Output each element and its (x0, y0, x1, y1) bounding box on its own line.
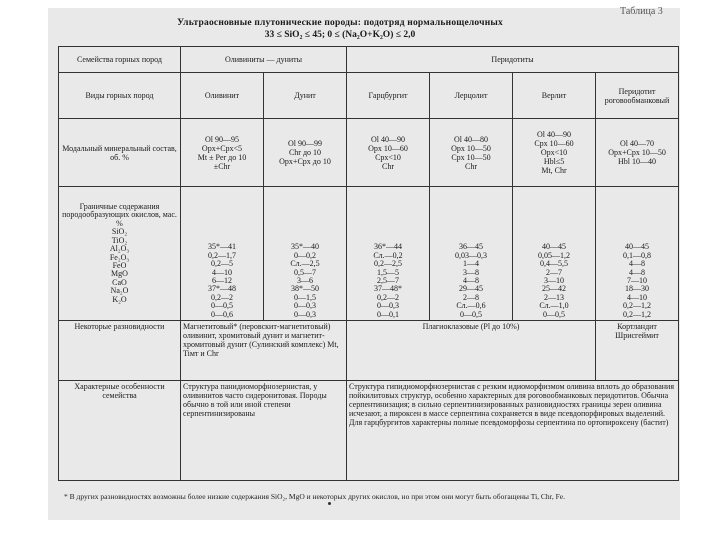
modal-line: Mt, Chr (541, 166, 567, 175)
oxide-value: 0,2—1,2 (623, 309, 652, 319)
modal-line: Ol 40—90 (537, 130, 572, 139)
oxide-value: 4—10 (212, 267, 232, 277)
oxide-cell-harzburgite (347, 187, 430, 321)
modal-line: Ol 40—70 (620, 139, 655, 148)
oxide-cell-olivinite (181, 187, 264, 321)
oxide-name: Na₂O (110, 286, 129, 296)
oxides-label: Граничные содержания породообразующих окислов, мас. % (62, 202, 177, 228)
oxide-value: 3—6 (297, 275, 313, 285)
oxide-value: 0,2—1,2 (623, 301, 652, 311)
table-number: Таблица 3 (620, 6, 663, 17)
modal-line: Opx+Cpx<5 (201, 143, 243, 153)
modal-line: Chr до 10 (288, 148, 322, 157)
oxide-value: 4—10 (627, 292, 648, 302)
oxide-value: 37—48* (374, 284, 403, 294)
oxide-value: 0,2—1,7 (208, 250, 236, 260)
oxide-value: 0,2—2,5 (374, 259, 403, 269)
oxide-value: 2—8 (463, 292, 480, 302)
modal-cell-harzburgite (347, 119, 430, 187)
oxide-name: K₂O (112, 294, 127, 304)
oxide-value: 0—0,6 (211, 309, 233, 319)
oxide-name: MgO (111, 269, 128, 279)
modal-line: Ol 40—90 (371, 134, 406, 144)
oxide-value: 3—8 (463, 267, 480, 277)
oxide-value: 37*—48 (208, 284, 236, 294)
modal-cell-dunite (264, 119, 347, 187)
modal-line: Ol 90—99 (288, 139, 322, 148)
oxide-value: 1—4 (463, 259, 480, 269)
oxide-cell-hornblende-peridotite (596, 187, 679, 321)
family-peridotites: Перидотиты (347, 47, 679, 73)
table-subtitle: 33 ≤ SiO₂ ≤ 45; 0 ≤ (Na₂O+K₂O) ≤ 2,0 (264, 30, 416, 40)
varieties-label: Некоторые разновидности (59, 321, 181, 381)
oxide-value: 29—45 (459, 284, 484, 294)
oxide-name: SiO₂ (111, 227, 128, 237)
oxide-name: FeO (112, 260, 127, 270)
oxide-value: 0—1,5 (294, 292, 316, 302)
modal-line: Chr (465, 161, 478, 171)
footnote: * В других разновидностях возможны более низкие содержания SiO₂, MgO и некоторых других окислов, но при этом они могут быть обогащены Ti, Chr, Fe. (64, 492, 566, 501)
oxide-value: Сл.—0,6 (456, 301, 486, 311)
types-label: Виды горных пород (59, 73, 181, 119)
modal-cell-hornblende-peridotite (596, 119, 679, 187)
oxide-name: CaO (112, 277, 127, 287)
oxide-value: 0,4—5,5 (540, 259, 569, 269)
oxide-value: Сл.—2,5 (290, 259, 320, 269)
oxide-value: 25—42 (542, 284, 567, 294)
types-row (59, 73, 679, 119)
oxide-value: 0,5—7 (294, 267, 316, 277)
oxide-value: 2—13 (544, 292, 565, 302)
modal-line: Opx+Cpx до 10 (279, 157, 331, 166)
oxide-value: 0—0,3 (294, 301, 316, 311)
oxide-value: 0,2—2 (211, 292, 233, 302)
type-lherzolite: Лерцолит (430, 73, 513, 119)
modal-line: ±Chr (213, 161, 231, 171)
oxide-value: 2—7 (546, 267, 563, 277)
scan-speck (328, 502, 331, 505)
type-harzburgite: Гарцбургит (347, 73, 430, 119)
oxide-value: 0—0,5 (543, 309, 566, 319)
oxide-value: 40—45 (542, 242, 567, 252)
families-row (59, 47, 679, 73)
oxide-value: 0,03—0,3 (455, 250, 488, 260)
oxide-value: 3—10 (544, 275, 565, 285)
oxide-value: 6—12 (212, 275, 232, 285)
oxide-value: 4—8 (463, 275, 480, 285)
family-olivinite-dunite: Оливиниты — дуниты (181, 47, 347, 73)
oxide-value: 36—45 (459, 242, 484, 252)
type-hornblende-peridotite: Перидотит роговообманковый (596, 73, 679, 119)
modal-line: Chr (382, 161, 395, 171)
modal-line: Ol 40—80 (454, 134, 489, 144)
features-row (59, 381, 679, 481)
type-wehrlite: Верлит (513, 73, 596, 119)
oxide-name: Al₂O₃ (109, 244, 130, 254)
modal-cell-lherzolite (430, 119, 513, 187)
oxide-name: Fe₂O₃ (109, 252, 130, 262)
type-dunite: Дунит (264, 73, 347, 119)
modal-line: Hbl≤5 (543, 157, 565, 166)
oxide-cell-lherzolite (430, 187, 513, 321)
oxide-value: 0,05—1,2 (538, 250, 571, 260)
families-label: Семейства горных пород (59, 47, 181, 73)
oxide-value: 0,2—2 (377, 292, 400, 302)
oxide-value: 0—0,3 (294, 309, 316, 319)
oxide-value: 36*—44 (374, 242, 403, 252)
modal-line: Cpx 10—50 (451, 152, 491, 162)
oxide-value: 4—8 (629, 267, 646, 277)
oxide-value: 35*—41 (208, 242, 236, 252)
modal-cell-wehrlite (513, 119, 596, 187)
modal-line: Opx 10—60 (368, 143, 408, 153)
modal-line: Opx+Cpx 10—50 (608, 148, 666, 157)
modal-line: Ol 90—95 (205, 134, 239, 144)
oxide-value: 0—0,3 (377, 301, 400, 311)
oxide-value: 0—0,5 (211, 301, 233, 311)
oxide-value: 4—8 (629, 259, 646, 269)
modal-line: Cpx<10 (375, 152, 401, 162)
table-title: Ультраосновные плутонические породы: подотряд нормальнощелочных (177, 18, 503, 28)
modal-line: Opx<10 (540, 148, 568, 157)
varieties-olivinite-dunite: Магнетитовый* (перовскит-магнетитовый) оливинит, хромитовый дунит и магнетит-хромитовый дунит (Сулинский комплекс) Mt, Tiмт и Chr (181, 321, 347, 381)
modal-row (59, 119, 679, 187)
oxide-value: 7—10 (627, 275, 648, 285)
features-olivinite-dunite: Структура панидиоморфнозернистая, у оливинитов часто сидеронитовая. Породы обычно в той или иной степени серпентинизированы (181, 381, 347, 481)
varieties-hornblende: Кортландит Шрисгеймит (596, 321, 679, 381)
oxide-value: 18—30 (625, 284, 650, 294)
modal-line: Mt ± Per до 10 (197, 152, 247, 162)
oxide-value: 38*—50 (291, 284, 319, 294)
oxide-value: 0—0,2 (294, 250, 316, 260)
modal-line: Cpx 10—60 (534, 139, 574, 148)
oxide-value: 0—0,5 (460, 309, 483, 319)
oxide-value: Сл.—1,0 (539, 301, 569, 311)
oxide-cell-dunite (264, 187, 347, 321)
varieties-peridotites: Плагиоклазовые (Pl до 10%) (347, 321, 596, 381)
oxide-value: 2,5—7 (377, 275, 400, 285)
oxides-label-cell (59, 187, 181, 321)
oxide-value: Сл.—0,2 (373, 250, 403, 260)
features-peridotites: Структура гипидиоморфнозернистая с резким идиоморфизмом оливина вплоть до образования пойкилитовых структур, особенно характерных для роговообманковых перидотитов. Обычна серпентинизация; в сильно серпентинизированных разновидностях границы зерен оливина исчезают, а пироксен в массе серпентина сохраняется в виде псевдопорфировых выделений. Для гарцбургитов характерны полные псевдоморфозы серпентина по ортопироксену (бастит) (347, 381, 679, 481)
features-label: Характерные особенности семейства (59, 381, 181, 481)
oxide-name: TiO₂ (111, 235, 128, 245)
rock-table (58, 46, 679, 481)
oxide-cell-wehrlite (513, 187, 596, 321)
varieties-row (59, 321, 679, 381)
modal-cell-olivinite (181, 119, 264, 187)
oxide-value: 0,1—0,8 (623, 250, 652, 260)
modal-line: Opx 10—50 (451, 143, 491, 153)
oxide-value: 0—0,1 (377, 309, 400, 319)
oxide-value: 35*—40 (291, 242, 319, 252)
oxide-value: 40—45 (625, 242, 650, 252)
oxides-row (59, 187, 679, 321)
modal-label: Модальный минеральный состав, об. % (59, 119, 181, 187)
oxide-value: 1,5—5 (377, 267, 400, 277)
modal-line: Hbl 10—40 (618, 157, 657, 166)
type-olivinite: Оливинит (181, 73, 264, 119)
oxide-value: 0,2—5 (211, 259, 233, 269)
